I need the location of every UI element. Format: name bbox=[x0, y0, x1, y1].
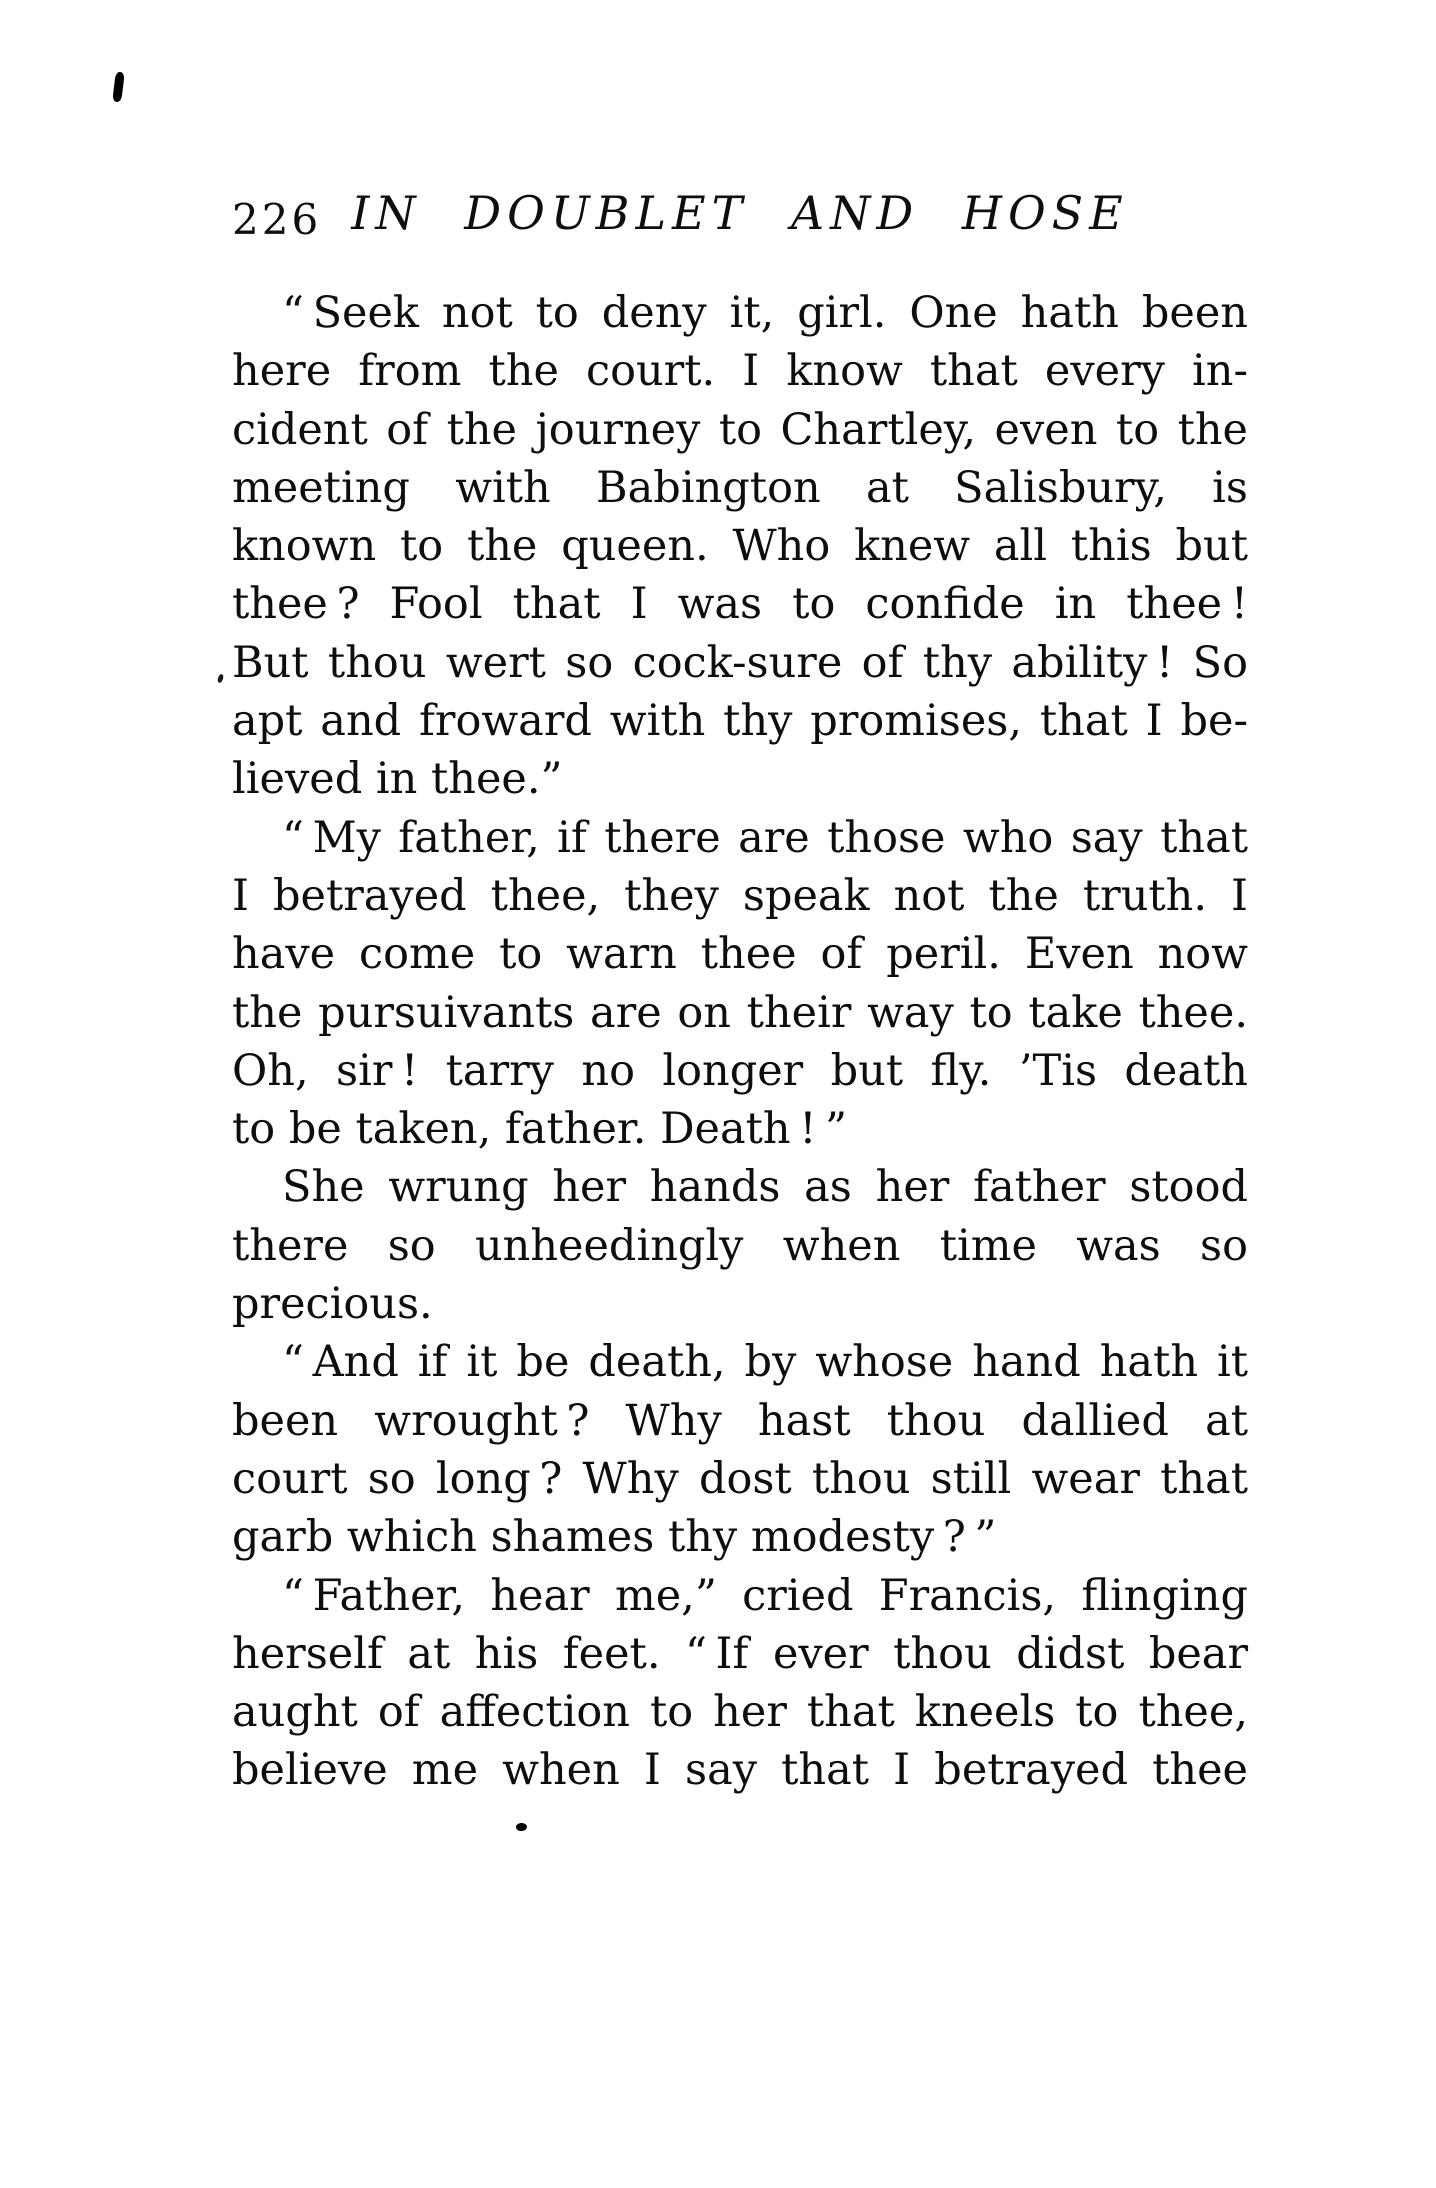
text-line: there so unheedingly when time was so bbox=[232, 1220, 1248, 1271]
paragraph bbox=[232, 1333, 1248, 1566]
text-line: here from the court. I know that every in- bbox=[232, 346, 1248, 397]
text-line: thee ? Fool that I was to confide in thee ! bbox=[232, 579, 1248, 630]
paragraph bbox=[232, 284, 1248, 809]
text-line: I betrayed thee, they speak not the truth. I bbox=[232, 870, 1248, 921]
text-line: “ My father, if there are those who say that bbox=[282, 812, 1248, 863]
paragraph bbox=[232, 809, 1248, 1159]
text-line: court so long ? Why dost thou still wear that bbox=[232, 1453, 1248, 1504]
text-line: garb which shames thy modesty ? ” bbox=[232, 1512, 997, 1563]
text-line: Oh, sir ! tarry no longer but fly. ’Tis death bbox=[232, 1045, 1248, 1096]
text-line: “ And if it be death, by whose hand hath it bbox=[282, 1337, 1248, 1388]
folio-page-number: 226 bbox=[232, 195, 322, 244]
text-line: She wrung her hands as her father stood bbox=[282, 1162, 1248, 1213]
ink-speck-mark bbox=[217, 673, 225, 683]
text-line: known to the queen. Who knew all this but bbox=[232, 521, 1248, 572]
paragraph bbox=[232, 1567, 1248, 1800]
page-header bbox=[232, 186, 1248, 246]
text-line: the pursuivants are on their way to take thee. bbox=[232, 987, 1248, 1038]
text-line: But thou wert so cock-sure of thy ability ! So bbox=[232, 637, 1248, 688]
text-line: “ Seek not to deny it, girl. One hath been bbox=[282, 288, 1248, 338]
page-body-text bbox=[232, 284, 1248, 1800]
text-line: have come to warn thee of peril. Even now bbox=[232, 929, 1248, 980]
text-line: herself at his feet. “ If ever thou didst bear bbox=[232, 1628, 1248, 1679]
running-title: IN DOUBLET AND HOSE bbox=[351, 186, 1129, 240]
text-line: “ Father, hear me,” cried Francis, flinging bbox=[282, 1570, 1248, 1621]
text-line: believe me when I say that I betrayed thee bbox=[232, 1745, 1248, 1796]
text-line: lieved in thee.” bbox=[232, 754, 563, 805]
ink-stroke-mark bbox=[112, 72, 125, 103]
text-line: to be taken, father. Death ! ” bbox=[232, 1104, 848, 1155]
text-line: aught of affection to her that kneels to thee, bbox=[232, 1687, 1248, 1738]
ink-speck-mark bbox=[516, 1822, 528, 1831]
text-line: meeting with Babington at Salisbury, is bbox=[232, 462, 1248, 513]
text-line: precious. bbox=[232, 1279, 433, 1330]
text-line: cident of the journey to Chartley, even to the bbox=[232, 404, 1248, 455]
text-line: apt and froward with thy promises, that I be- bbox=[232, 696, 1248, 747]
text-line: been wrought ? Why hast thou dallied at bbox=[232, 1395, 1248, 1446]
paragraph bbox=[232, 1158, 1248, 1333]
